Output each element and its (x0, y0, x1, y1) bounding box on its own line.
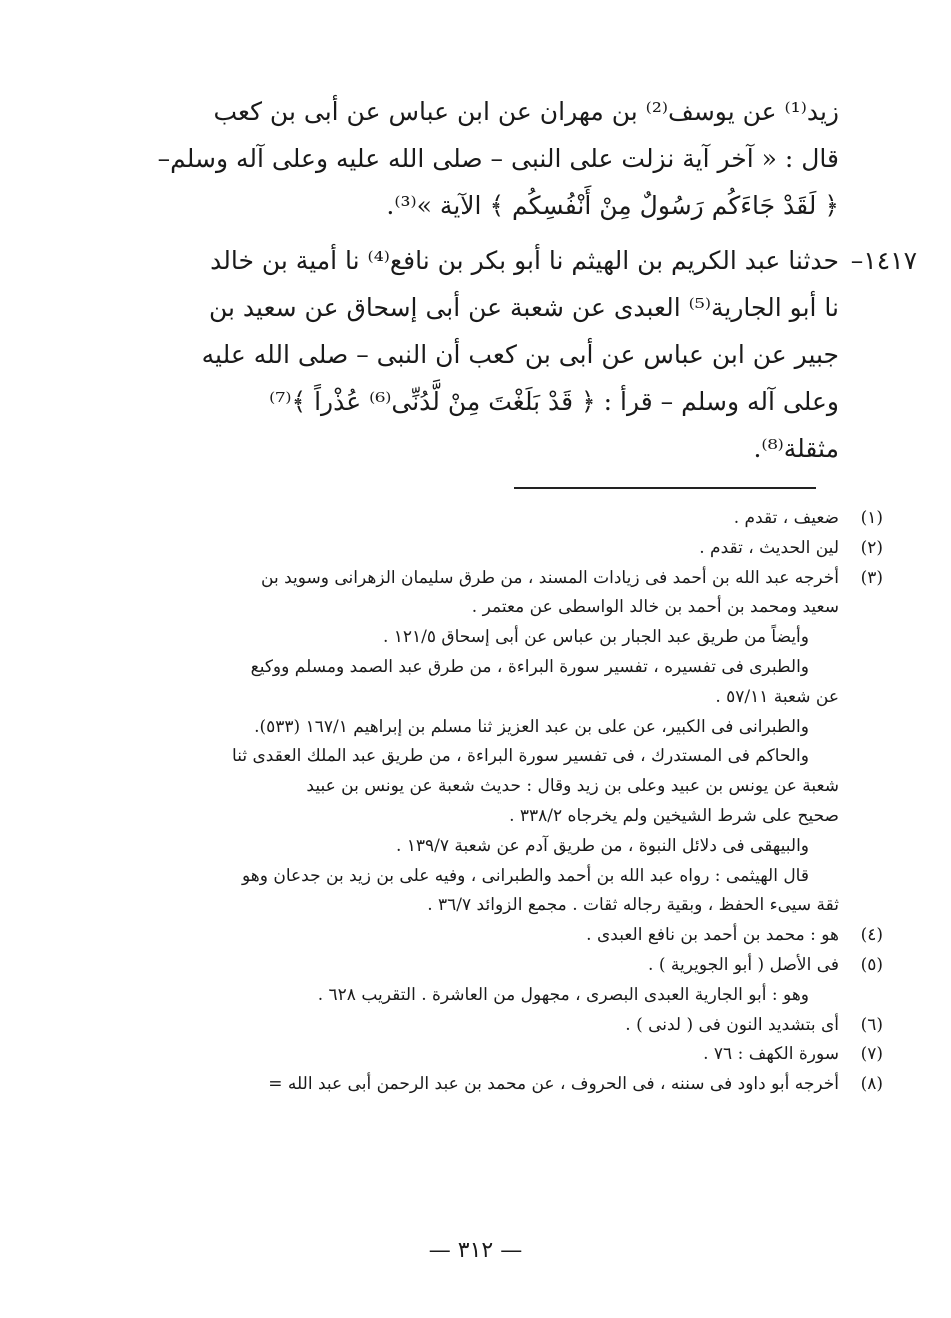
footnote-line (118, 772, 839, 802)
text-line: حدثنا عبد الكريم بن الهيثم نا أبو بكر بن نافع⁽⁴⁾ نا أمية بن خالد (210, 246, 839, 275)
text-line: مثقلة⁽⁸⁾. (753, 434, 839, 463)
footnote-number: (٢) (860, 537, 883, 558)
footnote (118, 951, 883, 981)
footnote-number: (٣) (860, 567, 883, 588)
footnote-line (118, 623, 839, 653)
footnote-line (118, 742, 839, 772)
footnote-text: والطبرى فى تفسيره ، تفسير سورة البراءة ، من طرق عبد الصمد ومسلم ووكيع (250, 656, 809, 677)
footnote-text: قال الهيثمى : رواه عبد الله بن أحمد والطبرانى ، وفيه على بن زيد بن جدعان وهو (242, 865, 809, 886)
footnote-text: شعبة عن يونس بن عبيد وعلى بن زيد وقال : حديث شعبة عن يونس بن عبيد (306, 776, 839, 797)
footnotes (118, 504, 883, 1100)
text-line: زيد⁽¹⁾ عن يوسف⁽²⁾ بن مهران عن ابن عباس عن أبى بن كعب (213, 97, 839, 126)
footnote-line (118, 683, 839, 713)
footnote (118, 534, 883, 564)
footnote-number: (٨) (860, 1074, 883, 1095)
footnote (118, 1011, 883, 1041)
footnote-line (118, 832, 839, 862)
footnote-text: وهو : أبو الجارية العبدى البصرى ، مجهول من العاشرة . التقريب ٦٢٨ . (317, 984, 809, 1005)
text-line: وعلى آله وسلم – قرأ : ﴿ قَدْ بَلَغْتَ مِنْ لَّدُنِّى⁽⁶⁾ عُذْراً ﴾⁽⁷⁾ (269, 387, 839, 416)
footnote-number: (١) (860, 508, 883, 528)
hadith-number: ١٤١٧– (850, 246, 917, 275)
footnote-number: (٤) (860, 925, 883, 946)
footnote-text: والحاكم فى المستدرك ، فى تفسير سورة البراءة ، من طريق عبد الملك العقدى ثنا (232, 746, 809, 767)
footnote-text: سعيد ومحمد بن أحمد بن خالد الواسطى عن معتمر . (471, 597, 839, 618)
footnote-text: صحيح على شرط الشيخين ولم يخرجاه ٣٣٨/٢ . (509, 805, 839, 826)
footnote (118, 564, 883, 594)
footnote-line (118, 891, 839, 921)
footnote-text: ضعيف ، تقدم . (733, 508, 839, 528)
text-line: جبير عن ابن عباس عن أبى بن كعب أن النبى – صلى الله عليه (201, 340, 839, 369)
footnote-line (118, 802, 839, 832)
text-line: قال : « آخر آية نزلت على النبى – صلى الله عليه وعلى آله وسلم– (157, 144, 839, 173)
footnote (118, 504, 883, 534)
text-line: نا أبو الجارية⁽⁵⁾ العبدى عن شعبة عن أبى إسحاق عن سعيد بن (209, 293, 839, 322)
footnote-number: (٦) (860, 1014, 883, 1035)
page-number: — ٣١٢ — (428, 1238, 523, 1263)
footnote-text: فى الأصل ( أبو الجويرية ) . (648, 954, 839, 975)
footnote-text: والبيهقى فى دلائل النبوة ، من طريق آدم عن شعبة ١٣٩/٧ . (395, 835, 809, 856)
main-text (118, 88, 917, 472)
footnote-line (118, 862, 839, 892)
footnote-text: ثقة سيىء الحفظ ، وبقية رجاله ثقات . مجمع الزوائد ٣٦/٧ . (427, 895, 839, 916)
footnote-text: عن شعبة ٥٧/١١ . (715, 686, 839, 707)
footnote (118, 1040, 883, 1070)
hadith-1417 (118, 237, 917, 284)
footnote-text: أخرجه أبو داود فى سننه ، فى الحروف ، عن محمد بن عبد الرحمن أبى عبد الله = (268, 1074, 839, 1095)
footnote-number: (٥) (860, 954, 883, 975)
footnote-number: (٧) (860, 1044, 883, 1065)
footnote-text: أخرجه عبد الله بن أحمد فى زيادات المسند ، من طرق سليمان الزهرانى وسويد بن (261, 567, 839, 588)
footnote (118, 921, 883, 951)
footnote-text: سورة الكهف : ٧٦ . (703, 1044, 839, 1065)
footnote-text: لين الحديث ، تقدم . (699, 537, 839, 558)
footnote-line (118, 713, 839, 743)
footnote-text: هو : محمد بن أحمد بن نافع العبدى . (586, 925, 839, 946)
footnote-text: أى بتشديد النون فى ( لدنى ) . (625, 1014, 839, 1035)
footnote-text: والطبرانى فى الكبير، عن على بن عبد العزيز ثنا مسلم بن إبراهيم ١٦٧/١ (٥٣٣). (254, 716, 809, 737)
text-line: ﴿ لَقَدْ جَاءَكُم رَسُولٌ مِنْ أَنْفُسِكُم ﴾ الآية »⁽³⁾. (386, 191, 839, 220)
footnote-divider (514, 487, 816, 489)
footnote-line (118, 653, 839, 683)
footnote (118, 1070, 883, 1100)
footnote-line (118, 981, 839, 1011)
footnote-line (118, 593, 839, 623)
footnote-text: وأيضاً من طريق عبد الجبار بن عباس عن أبى إسحاق ١٢١/٥ . (382, 627, 809, 648)
